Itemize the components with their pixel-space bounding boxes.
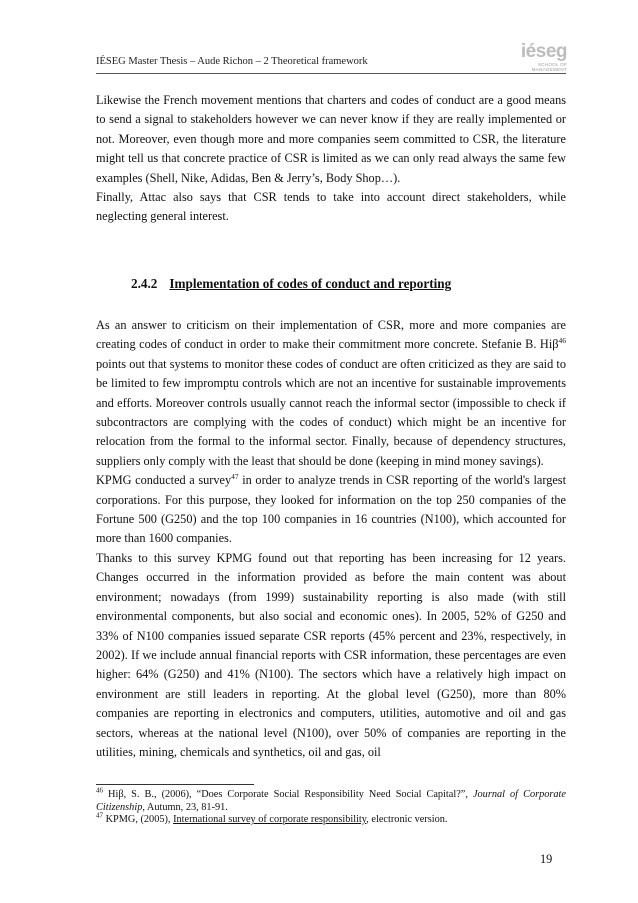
text-run: in order to analyze trends in CSR reporting of the world's largest corporations. For this purpose, they looked for information on the top 250 companies of the Fortune 500 (G250) and the top 100 companies in 16 countries (N100), which accounted for more than 1600 companies.	[96, 473, 566, 546]
running-header: IÉSEG Master Thesis – Aude Richon – 2 Theoretical framework	[96, 56, 368, 67]
footnote-47	[96, 811, 566, 827]
section-number: 2.4.2	[131, 276, 158, 291]
paragraph: Finally, Attac also says that CSR tends to take into account direct stakeholders, while neglecting general interest.	[96, 190, 566, 224]
paragraph: Thanks to this survey KPMG found out that reporting has been increasing for 12 years. Changes occurred in the information provided as before the main content was about environment; nowadays (from 1999) sustainability reporting is also made (with still environmental components, but also social and economic ones). In 2005, 52% of G250 and 33% of N100 companies issued separate CSR reports (45% percent and 23%, respectively, in 2002). If we include annual financial reports with CSR information, these percentages are even higher: 64% (G250) and 41% (N100). The sectors which have a relatively high impact on environment are still leaders in reporting. At the global level (G250), more than 80% companies are reporting in electronics and computers, utilities, automotive and oil and gas sectors, whereas at the national level (N100), over 50% of companies are reporting in the utilities, mining, chemicals and synthetics, oil and gas, oil	[96, 550, 566, 759]
text-run: Hiβ, S. B., (2006), “Does Corporate Social Responsibility Need Social Capital?”,	[103, 789, 473, 800]
text-run: points out that systems to monitor these codes of conduct are often criticized as they are said to be limited to few impromptu controls which are not an incentive for sustainable improvements and efforts. Moreover controls usually cannot reach the informal sector (impossible to check if subcontractors are complying with the codes of conduct) which might be an incentive for relocation from the formal to the informal sector. Finally, because of dependency structures, suppliers only comply with the least that should be done (keeping in mind money savings).	[96, 356, 566, 468]
journal-title: Journal of Corporate Citizenship	[96, 789, 566, 813]
section-heading	[131, 276, 451, 292]
logo-subtitle: SCHOOL OF MANAGEMENT	[531, 62, 567, 72]
section-body-2	[96, 316, 566, 762]
paragraph: Likewise the French movement mentions that charters and codes of conduct are a good means to send a signal to stakeholders however we can never know if they are really implemented or not. Moreover, even though more and more companies seem committed to CSR, the literature might tell us that concrete practice of CSR is limited as we can only read always the same few examples (Shell, Nike, Adidas, Ben & Jerry’s, Body Shop…).	[96, 93, 566, 185]
logo-wordmark: iéseg	[520, 41, 567, 62]
survey-link[interactable]: International survey of corporate responsibility	[173, 814, 367, 826]
ieseg-logo	[519, 42, 567, 72]
page-number: 19	[540, 852, 553, 866]
section-body-1	[96, 91, 566, 227]
paragraph	[96, 471, 566, 549]
section-title: Implementation of codes of conduct and reporting	[169, 276, 452, 291]
text-run: As an answer to criticism on their implementation of CSR, more and more companies are creating codes of conduct in order to make their commitment more concrete. Stefanie B. Hiβ	[96, 318, 566, 352]
text-run: KPMG conducted a survey	[96, 473, 232, 488]
footnote-divider	[96, 784, 254, 785]
text-run: KPMG, (2005),	[103, 814, 174, 826]
header-divider	[96, 73, 566, 74]
footnote-ref-47[interactable]: 47	[231, 472, 239, 482]
text-run: , Autumn, 23, 81-91.	[142, 801, 228, 813]
footnotes	[96, 786, 566, 827]
text-run: , electronic version.	[366, 814, 448, 826]
footnote-46	[96, 786, 566, 814]
footnote-number: 47	[96, 811, 103, 820]
footnote-number: 46	[96, 786, 103, 795]
footnote-ref-46[interactable]: 46	[558, 336, 566, 346]
paragraph	[96, 316, 566, 471]
